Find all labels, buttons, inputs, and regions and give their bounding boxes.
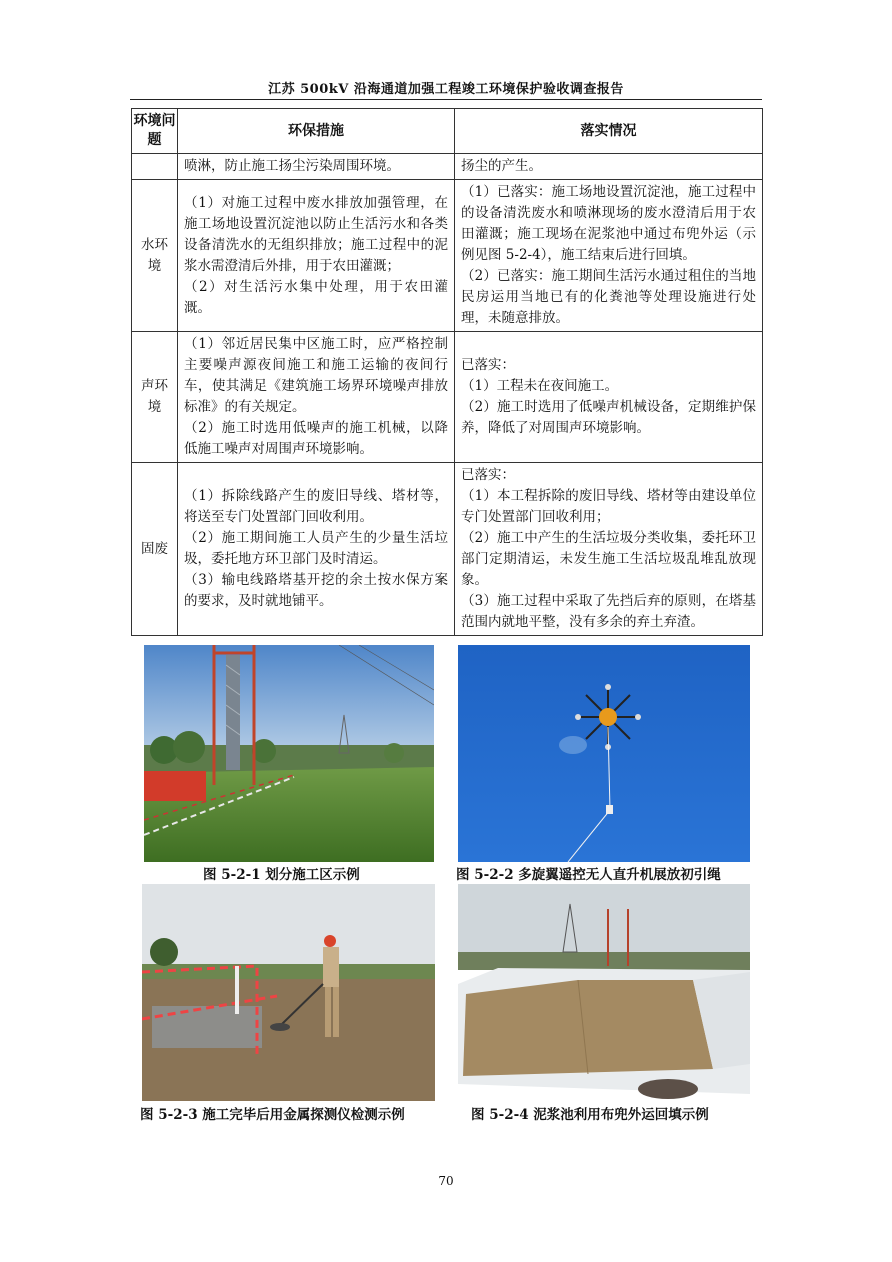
header-issue-text: 环境问题	[133, 113, 176, 148]
measure-text: 喷淋，防止施工扬尘污染周围环境。	[184, 158, 400, 174]
figure-caption-5-2-2: 图 5-2-2 多旋翼遥控无人直升机展放初引绳	[456, 867, 721, 883]
status-text: 已落实：	[461, 357, 515, 373]
measures-cell	[178, 332, 455, 463]
column-header-issue	[132, 109, 178, 154]
measure-text: （3）输电线路塔基开挖的余土按水保方案的要求，及时就地铺平。	[184, 572, 448, 609]
row-category	[132, 154, 178, 180]
measures-cell	[178, 180, 455, 332]
photo-mud-pit	[458, 884, 750, 1101]
status-text: （2）施工时选用了低噪声机械设备，定期维护保养，降低了对周围声环境影响。	[461, 399, 756, 436]
status-text: （1）本工程拆除的废旧导线、塔材等由建设单位专门处置部门回收利用；	[461, 488, 756, 525]
environmental-measures-table	[131, 108, 763, 636]
status-cell	[455, 180, 763, 332]
photo-metal-detector	[142, 884, 435, 1101]
figure-caption-5-2-3: 图 5-2-3 施工完毕后用金属探测仪检测示例	[140, 1107, 405, 1123]
table-row-water	[132, 180, 763, 332]
measures-cell	[178, 463, 455, 636]
column-header-measures: 环保措施	[178, 109, 455, 154]
page-number: 70	[438, 1174, 454, 1188]
status-cell	[455, 463, 763, 636]
row-category	[132, 332, 178, 463]
table-row-dust	[132, 154, 763, 180]
row-category: 固废	[132, 463, 178, 636]
status-text: （3）施工过程中采取了先挡后弃的原则，在塔基范围内就地平整，没有多余的弃土弃渣。	[461, 593, 756, 630]
column-header-status: 落实情况	[455, 109, 763, 154]
status-text: （1）已落实：施工场地设置沉淀池，施工过程中的设备清洗废水和喷淋现场的废水澄清后用于农田灌溉；施工现场在泥浆池中通过布兜外运（示例见图 5-2-4），施工结束后进行回填。	[461, 184, 756, 263]
photo-drone-stringing-image	[458, 645, 750, 862]
row-category	[132, 180, 178, 332]
figure-caption-5-2-1: 图 5-2-1 划分施工区示例	[203, 867, 360, 883]
measures-cell	[178, 154, 455, 180]
figure-caption-5-2-4: 图 5-2-4 泥浆池利用布兜外运回填示例	[471, 1107, 709, 1123]
measure-text: （2）施工期间施工人员产生的少量生活垃圾，委托地方环卫部门及时清运。	[184, 530, 448, 567]
status-text: 已落实：	[461, 467, 515, 483]
header-divider	[130, 99, 762, 100]
photo-mud-pit-image	[458, 884, 750, 1101]
report-header-title: 江苏 500kV 沿海通道加强工程竣工环境保护验收调查报告	[268, 82, 624, 97]
status-text: 扬尘的产生。	[461, 158, 542, 174]
measure-text: （1）对施工过程中废水排放加强管理，在施工场地设置沉淀池以防止生活污水和各类设备清洗水的无组织排放；施工过程中的泥浆水需澄清后外排，用于农田灌溉；	[184, 194, 448, 274]
category-text: 水环境	[141, 236, 168, 274]
measure-text: （2）对生活污水集中处理，用于农田灌溉。	[184, 278, 448, 316]
status-cell	[455, 154, 763, 180]
table-row-solid-waste	[132, 463, 763, 636]
measure-text: （1）拆除线路产生的废旧导线、塔材等，将送至专门处置部门回收利用。	[184, 488, 448, 525]
status-text: （2）施工中产生的生活垃圾分类收集，委托环卫部门定期清运，未发生施工生活垃圾乱堆乱放现象。	[461, 530, 756, 588]
category-text: 声环境	[141, 378, 168, 415]
measure-text: （2）施工时选用低噪声的施工机械，以降低施工噪声对周围声环境影响。	[184, 420, 448, 457]
photo-metal-detector-image	[142, 884, 435, 1101]
photo-construction-zone	[144, 645, 434, 862]
photo-construction-zone-image	[144, 645, 434, 862]
status-text: （2）已落实：施工期间生活污水通过租住的当地民房运用当地已有的化粪池等处理设施进行处理，未随意排放。	[461, 268, 756, 326]
measure-text: （1）邻近居民集中区施工时，应严格控制主要噪声源夜间施工和施工运输的夜间行车，使其满足《建筑施工场界环境噪声排放标准》的有关规定。	[184, 336, 448, 415]
table-row-noise	[132, 332, 763, 463]
status-cell	[455, 332, 763, 463]
table-header-row	[132, 109, 763, 154]
photo-drone-stringing	[458, 645, 750, 862]
status-text: （1）工程未在夜间施工。	[461, 378, 619, 394]
